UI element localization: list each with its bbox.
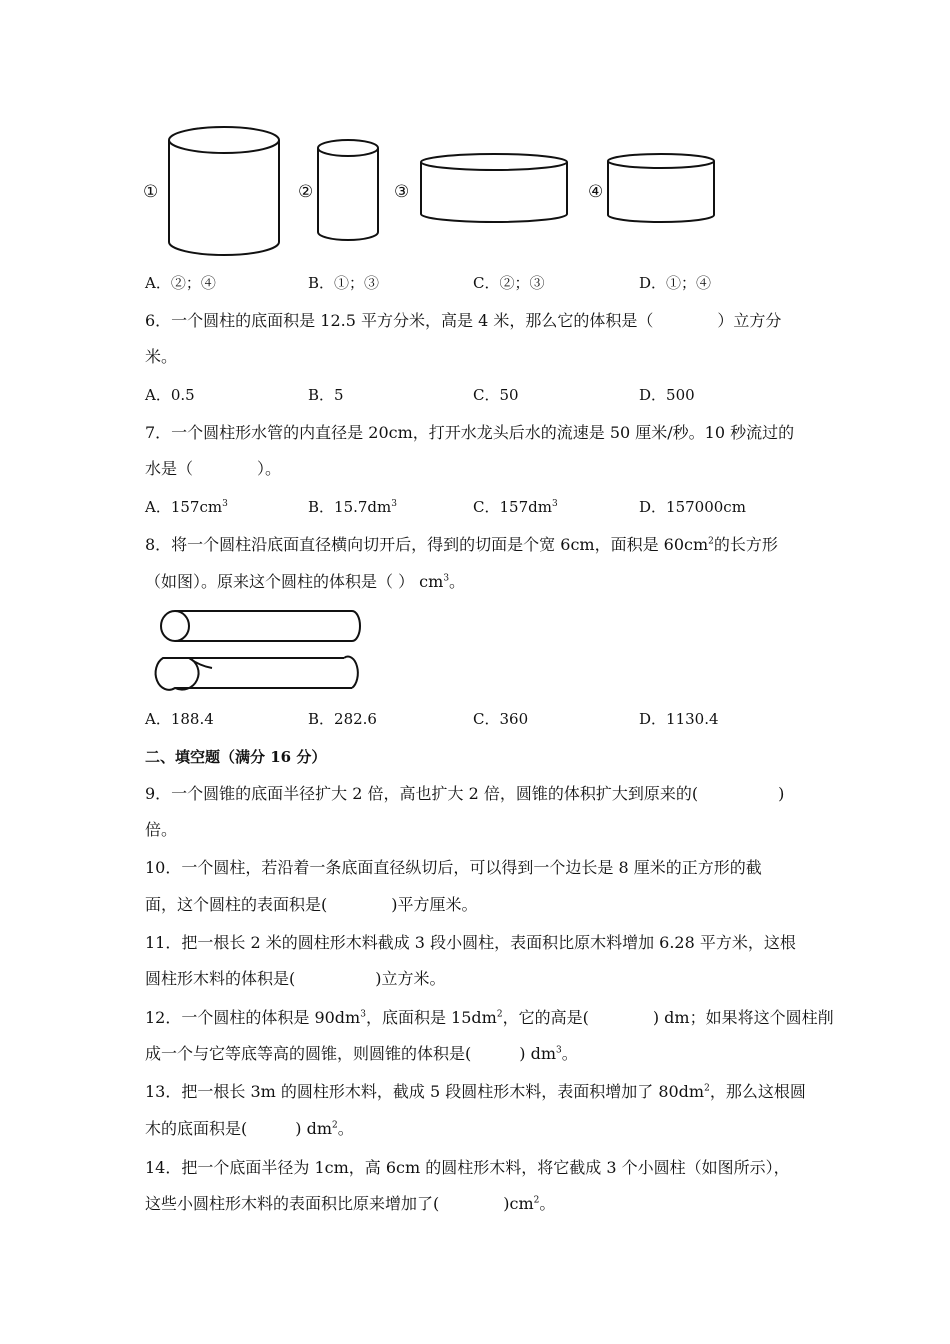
cylinder-label-3: ③ (394, 182, 410, 202)
q8-option-c[interactable]: C．360 (473, 710, 529, 728)
q14-line-1: 14．把一个底面半径为 1cm，高 6cm 的圆柱形木料，将它截成 3 个小圆柱（如图所示）， (145, 1158, 790, 1177)
cylinder-label-4: ④ (588, 182, 604, 202)
q6-line-2: 米。 (145, 347, 178, 366)
q8-option-d[interactable]: D．1130.4 (639, 710, 719, 728)
q7-line-2: 水是（ ）。 (145, 459, 282, 478)
q5-option-c[interactable]: C．②；③ (473, 274, 545, 292)
q5-option-d[interactable]: D．①；④ (639, 274, 712, 292)
q6-option-b[interactable]: B．5 (308, 386, 344, 404)
q6-option-a[interactable]: A．0.5 (145, 386, 195, 404)
q13-line-1: 13．把一根长 3m 的圆柱形木料，截成 5 段圆柱形木料，表面积增加了 $80dm^2$，那么这根圆 (145, 1082, 806, 1101)
q11-line-1: 11．把一根长 2 米的圆柱形木料截成 3 段小圆柱，表面积比原木料增加 6.28 平方米，这根 (145, 933, 796, 952)
q5-option-b[interactable]: B．①；③ (308, 274, 380, 292)
q8-line-1: 8．将一个圆柱沿底面直径横向切开后，得到的切面是个宽 6cm，面积是 $60cm^2$的长方形 (145, 535, 778, 554)
q8-option-b[interactable]: B．282.6 (308, 710, 377, 728)
q12-line-1: 12．一个圆柱的体积是 $90dm^3$，底面积是 $15dm^2$，它的高是( ) dm；如果将这个圆柱削 (145, 1008, 834, 1027)
cylinder-label-2: ② (298, 182, 314, 202)
q9-line-2: 倍。 (145, 820, 178, 839)
q10-line-2: 面，这个圆柱的表面积是( )平方厘米。 (145, 895, 478, 914)
q6-option-c[interactable]: C．50 (473, 386, 519, 404)
q8-option-a[interactable]: A．188.4 (145, 710, 214, 728)
q5-option-a[interactable]: A．②；④ (145, 274, 216, 292)
q7-option-c[interactable]: C．$157dm^3$ (473, 498, 558, 516)
q13-line-2: 木的底面积是( ) $dm^2$。 (145, 1119, 354, 1138)
q14-line-2: 这些小圆柱形木料的表面积比原来增加了( )$cm^2$。 (145, 1194, 556, 1213)
q7-option-a[interactable]: A．$157cm^3$ (145, 498, 228, 516)
section-2-heading: 二、填空题（满分 16 分） (145, 748, 327, 766)
q10-line-1: 10．一个圆柱，若沿着一条底面直径纵切后，可以得到一个边长是 8 厘米的正方形的截 (145, 858, 762, 877)
q11-line-2: 圆柱形木料的体积是( )立方米。 (145, 969, 446, 988)
q8-line-2: （如图）。原来这个圆柱的体积是（ ） $cm^3$。 (145, 572, 466, 591)
q9-line-1: 9．一个圆锥的底面半径扩大 2 倍，高也扩大 2 倍，圆锥的体积扩大到原来的( ) (145, 784, 785, 803)
q7-option-d[interactable]: D．157000cm (639, 498, 746, 516)
cylinder-label-1: ① (143, 182, 159, 202)
q12-line-2: 成一个与它等底等高的圆锥，则圆锥的体积是( ) $dm^3$。 (145, 1044, 578, 1063)
q6-line-1: 6．一个圆柱的底面积是 12.5 平方分米，高是 4 米，那么它的体积是（ ）立方分 (145, 311, 782, 330)
q7-line-1: 7．一个圆柱形水管的内直径是 20cm，打开水龙头后水的流速是 50 厘米/秒。10 秒流过的 (145, 423, 795, 442)
q6-option-d[interactable]: D．500 (639, 386, 695, 404)
q7-option-b[interactable]: B．$15.7dm^3$ (308, 498, 397, 516)
